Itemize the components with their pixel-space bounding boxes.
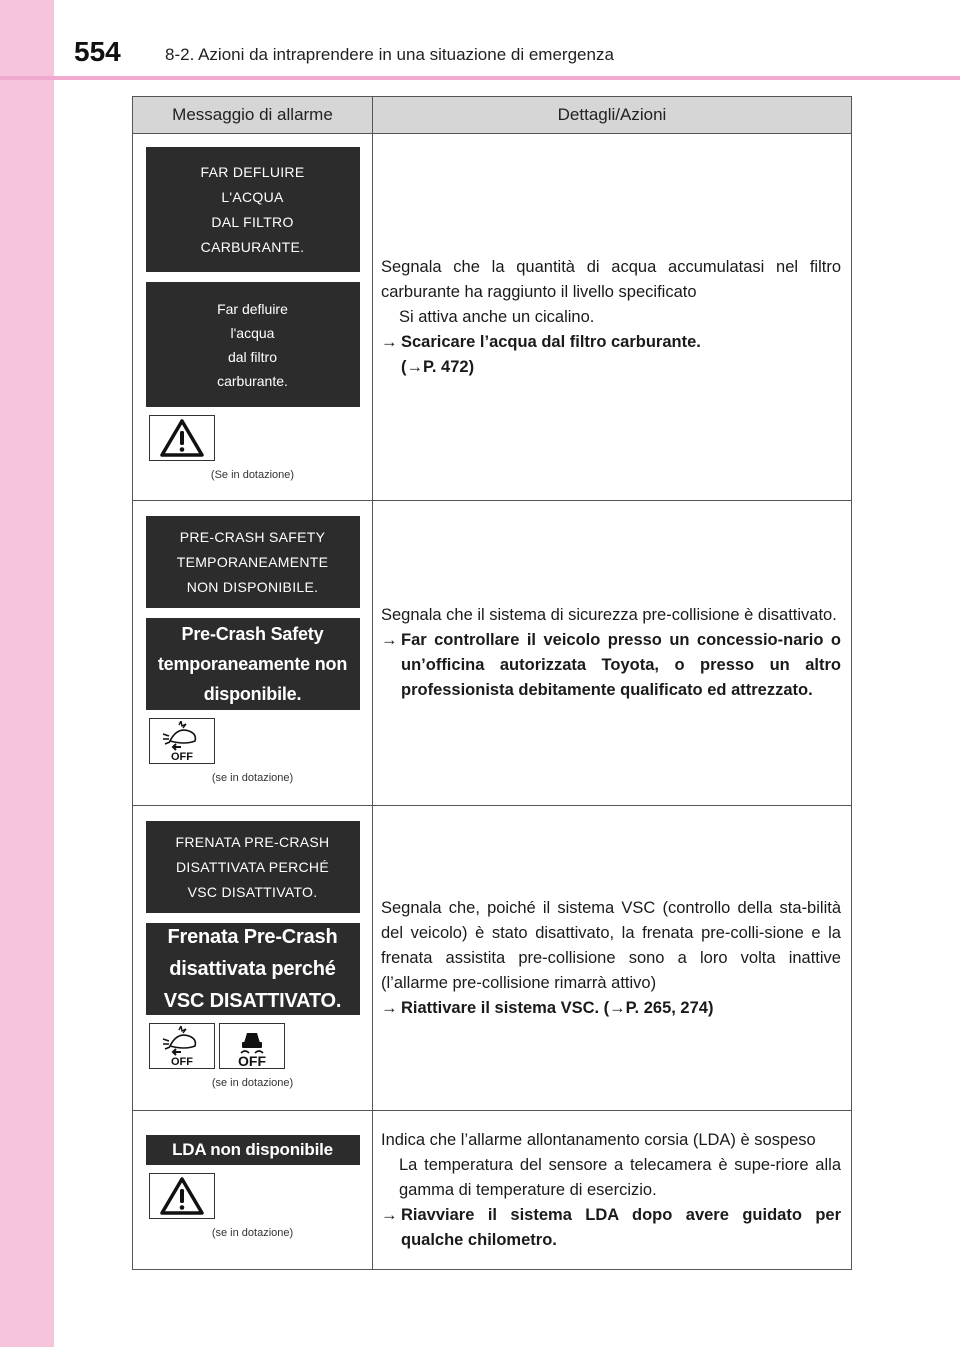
description-note: Si attiva anche un cicalino. [399, 307, 595, 326]
availability-note: (se in dotazione) [211, 1077, 294, 1089]
side-tab-band [0, 0, 54, 1347]
arrow-icon: → [381, 998, 398, 1017]
action-item [381, 1203, 841, 1253]
action-item [381, 330, 841, 380]
header-rule [0, 76, 960, 80]
display-panel-mixed: Far defluire l'acqua dal filtro carburante. [146, 282, 360, 407]
action-item [381, 628, 841, 703]
action-text: Scaricare l’acqua dal filtro carburante. [401, 332, 701, 351]
description-text: Indica che l’allarme allontanamento corsia (LDA) è sospeso [381, 1130, 816, 1149]
details-cell [373, 501, 852, 806]
message-cell [133, 1111, 373, 1270]
display-panel-caps: FAR DEFLUIRE L'ACQUA DAL FILTRO CARBURANTE. [146, 147, 360, 272]
page-number: 554 [74, 36, 121, 67]
action-text: Far controllare il veicolo presso un concessio-nario o un’officina autorizzata Toyota, o presso un altro professionista debitamente qualificato ed attrezzato. [401, 631, 841, 699]
arrow-icon: → [381, 631, 398, 649]
details-cell [373, 1111, 852, 1270]
icon-off-label: OFF [171, 751, 193, 761]
display-panel-caps: PRE-CRASH SAFETY TEMPORANEAMENTE NON DISPONIBILE. [146, 516, 360, 608]
description-note: La temperatura del sensore a telecamera è supe-riore alla gamma di temperature di esercizio. [399, 1155, 841, 1199]
column-header-details: Dettagli/Azioni [373, 97, 852, 134]
section-title: 8-2. Azioni da intraprendere in una situazione di emergenza [165, 45, 614, 64]
details-cell [373, 806, 852, 1111]
warning-triangle-icon [149, 415, 215, 461]
page-reference: (→P. 472) [401, 357, 475, 376]
arrow-icon: → [381, 1205, 398, 1224]
page-header [0, 0, 960, 78]
details-cell [373, 134, 852, 501]
description-text: Segnala che la quantità di acqua accumulatasi nel filtro carburante ha raggiunto il livello specificato [381, 257, 841, 301]
table-header-row [133, 97, 852, 134]
icon-off-label: OFF [238, 1053, 266, 1067]
table-row [133, 134, 852, 501]
display-panel-bold: Pre-Crash Safety temporaneamente non disponibile. [146, 618, 360, 710]
display-panel-bold: LDA non disponibile [146, 1135, 360, 1165]
availability-note: (Se in dotazione) [210, 469, 295, 481]
message-cell [133, 806, 373, 1111]
table-row [133, 501, 852, 806]
display-panel-caps: FRENATA PRE-CRASH DISATTIVATA PERCHÉ VSC DISATTIVATO. [146, 821, 360, 913]
pre-crash-off-icon [149, 1023, 215, 1069]
action-item [381, 996, 841, 1021]
message-cell [133, 501, 373, 806]
column-header-message: Messaggio di allarme [133, 97, 373, 134]
display-panel-bold: Frenata Pre-Crash disattivata perché VSC DISATTIVATO. [146, 923, 360, 1015]
description-text: Segnala che, poiché il sistema VSC (controllo della sta-bilità del veicolo) è stato disattivato, la frenata pre-colli-sione e la frenata assistita pre-collisione sono a loro volta inattive (l’allarme pre-collisione rimarrà attivo) [381, 898, 841, 992]
pre-crash-off-icon [149, 718, 215, 764]
message-cell [133, 134, 373, 501]
action-text: Riattivare il sistema VSC. (→P. 265, 274) [401, 998, 714, 1017]
description-text: Segnala che il sistema di sicurezza pre-collisione è disattivato. [381, 606, 837, 624]
availability-note: (se in dotazione) [211, 772, 294, 784]
table-row [133, 1111, 852, 1270]
icon-off-label: OFF [171, 1056, 193, 1066]
warning-triangle-icon [149, 1173, 215, 1219]
availability-note: (se in dotazione) [211, 1227, 294, 1239]
arrow-icon: → [381, 332, 398, 351]
alarm-message-table [132, 96, 852, 1270]
vsc-off-icon [219, 1023, 285, 1069]
action-text: Riavviare il sistema LDA dopo avere guidato per qualche chilometro. [401, 1205, 841, 1249]
table-row [133, 806, 852, 1111]
